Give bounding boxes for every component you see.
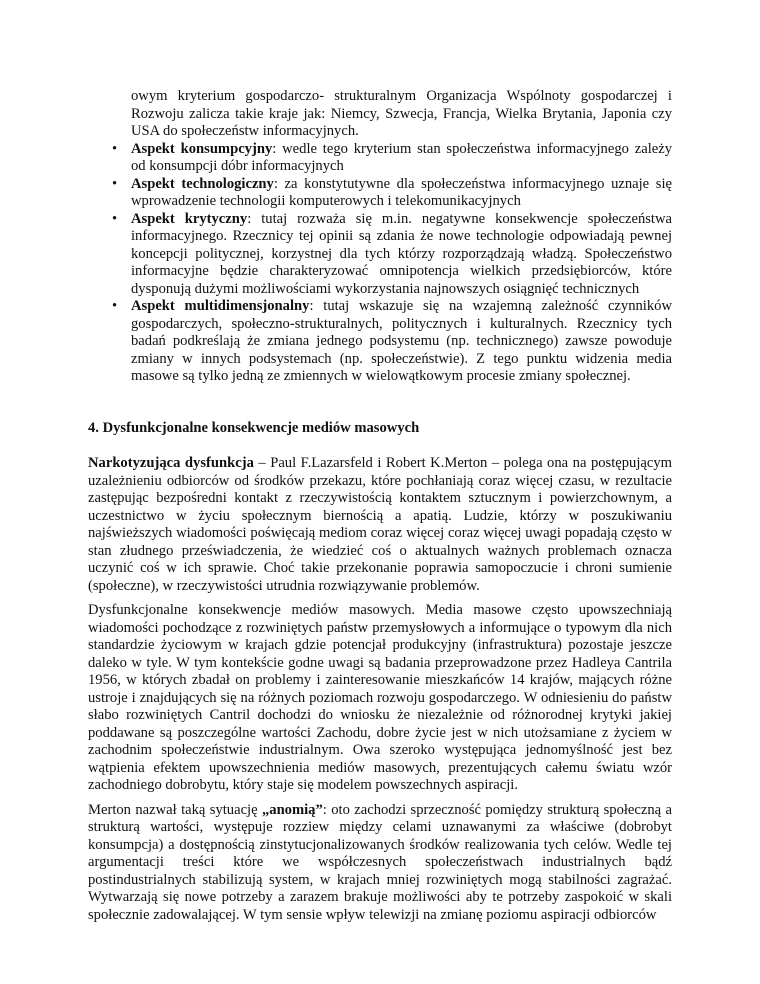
list-item [88,298,672,386]
aspect-list [88,141,672,386]
paragraph-anomie [88,802,672,925]
list-item [88,141,672,176]
paragraph-term: „anomią” [261,801,323,818]
section-heading: 4. Dysfunkcjonalne konsekwencje mediów masowych [88,419,420,436]
aspect-term: Aspekt multidimensjonalny [131,298,310,314]
list-item [88,176,672,211]
paragraph-dysfunctional: Dysfunkcjonalne konsekwencje mediów masowych. Media masowe często upowszechniają wiadomości pochodzące z rozwiniętych państw przemysłowych a informujące o typowym dla nich standardzie życiowym w krajach gdzie potencjał produkcyjny (infrastruktura) pozostaje jeszcze daleko w tyle. W tym kontekście godne uwagi są badania przeprowadzone przez Hadleya Cantrila 1956, w których zbadał on problemy i zainteresowanie mieszkańców 14 krajów, mających różne ustroje i znajdujących się na różnych poziomach rozwoju gospodarczego. W odniesieniu do państw słabo rozwiniętych Cantril dochodzi do wniosku że niezależnie od różnorodnej krytyki jakiej poddawane są poszczególne wartości Zachodu, dobre życie jest w nich utożsamiane z życiem w zachodnim społeczeństwie industrialnym. Owa szeroko występująca jednomyślność jest bez wątpienia efektem upowszechnienia mediów masowych, prezentujących całemu światu wzór zachodniego dobrobytu, który staje się modelem powszechnych aspiracji. [88,602,672,793]
aspect-text: : tutaj rozważa się m.in. negatywne konsekwencje społeczeństwa informacyjnego. Rzecznicy tej opinii są zdania że nowe technologie odpowiadają pewnej koncepcji politycznej, korzystnej dla tych którzy rozporządzają władzą. Społeczeństwo informacyjne będzie charakteryzować omnipotencja wielkich przedsiębiorców, które dysponują dużymi możliwościami wykorzystania najnowszych osiągnięć technicznych [131,210,672,297]
aspect-term: Aspekt konsumpcyjny [131,140,273,157]
paragraph-text: : oto zachodzi sprzeczność pomiędzy strukturą społeczną a strukturą wartości, występuje rozziew między celami uznawanymi za właściwe (dobrobyt konsumpcja) a dostępnością zinstytucjonalizowanych środków realizowania tych celów. Wedle tej argumentacji treści które we współczesnych społeczeństwach industrialnych bądź postindustrialnych stabilizują system, w krajach mniej rozwiniętych mogą stabilności zagrażać. Wytwarzają się nowe potrzeby a zarazem brakuje możliwości aby te potrzeby zaspokoić w skali społecznie zadowalającej. W tym sensie wpływ telewizji na zmianę poziomu aspiracji odbiorców [88,801,673,923]
list-item [88,211,672,299]
paragraph-term: Narkotyzująca dysfunkcja [88,455,254,471]
aspect-term: Aspekt technologiczny [131,175,274,192]
paragraph-narcotizing [88,455,672,595]
paragraph-text: – Paul F.Lazarsfeld i Robert K.Merton – polega ona na postępującym uzależnieniu odbiorców od środków przekazu, które pochłaniają coraz więcej czasu, w rezultacie zastępując bezpośredni kontakt z rzeczywistością kontaktem sztucznym i powierzchownym, a uczestnictwo w życiu społecznym biernością a apatią. Ludzie, którzy w poszukiwaniu najświeższych wiadomości poświęcają mediom coraz więcej coraz więcej uwagi popadają często w stan złudnego przeświadczenia, że wiedzieć coś o aktualnych ważnych problemach oznacza uczynić coś w ich sprawie. Choć takie przekonanie poprawia samopoczucie i chroni sumienie (społeczne), w rzeczywistości utrudnia rozwiązywanie problemów. [88,455,672,594]
document-page [88,88,672,924]
paragraph-lead: Merton nazwał taką sytuację [88,801,262,818]
aspect-text: : za konstytutywne dla społeczeństwa informacyjnego uznaje się wprowadzenie technologii komputerowych i telekomunikacyjnych [131,175,672,209]
bullet-icon: • [112,298,118,314]
bullet-icon: • [112,140,118,157]
aspect-text: : wedle tego kryterium stan społeczeństwa informacyjnego zależy od konsumpcji dóbr informacyjnych [131,140,673,174]
aspect-term: Aspekt krytyczny [131,210,248,227]
bullet-icon: • [112,175,118,192]
intro-continuation: owym kryterium gospodarczo- strukturalnym Organizacja Wspólnoty gospodarczej i Rozwoju zalicza takie kraje jak: Niemcy, Szwecja, Francja, Wielka Brytania, Japonia czy USA do społeczeństw informacyjnych. [131,88,672,139]
aspect-text: : tutaj wskazuje się na wzajemną zależność czynników gospodarczych, społeczno-strukturalnych, politycznych i kulturalnych. Rzecznicy tych badań podkreślają że zmiana jednego podsystemu (np. technicznego) zawsze powoduje zmiany w innych podsystemach (np. społeczeństwie). Z tego punktu widzenia media masowe są tylko jedną ze zmiennych w wielowątkowym procesie zmiany społecznej. [131,298,672,384]
bullet-icon: • [112,210,118,227]
